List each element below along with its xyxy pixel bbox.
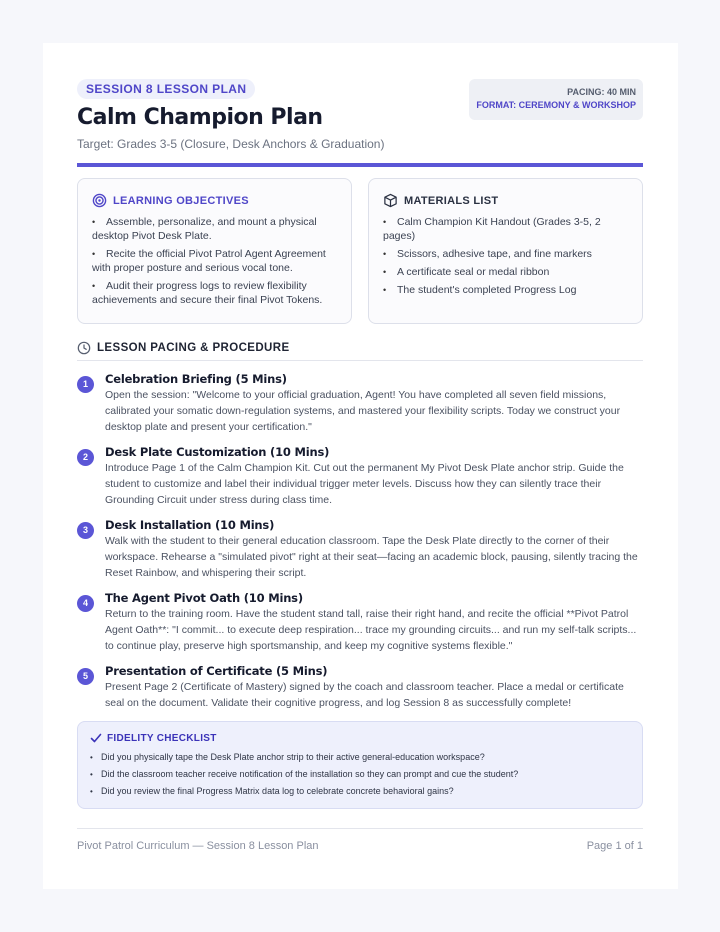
list-item: • The student's completed Progress Log <box>383 284 577 296</box>
procedure-title: LESSON PACING & PROCEDURE <box>97 342 290 354</box>
header-divider <box>77 163 643 167</box>
checklist-title: FIDELITY CHECKLIST <box>107 732 217 744</box>
checklist-items <box>90 749 630 800</box>
step-number-badge: 1 <box>77 376 94 393</box>
list-item: • A certificate seal or medal ribbon <box>383 266 550 278</box>
list-item: • Assemble, personalize, and mount a physical desktop Pivot Desk Plate. <box>92 216 317 242</box>
objectives-list <box>92 215 337 307</box>
list-item: • Scissors, adhesive tape, and fine markers <box>383 248 592 260</box>
procedure-step <box>77 517 643 581</box>
clock-icon <box>77 341 91 355</box>
fidelity-checklist <box>77 721 643 809</box>
list-item: • Calm Champion Kit Handout (Grades 3-5, 2 pages) <box>383 216 601 242</box>
step-body: Present Page 2 (Certificate of Mastery) signed by the coach and classroom teacher. Place a medal or certificate seal on the document. Validate their cognitive progress, and log Session 8 as successfully complete! <box>105 681 624 709</box>
step-number-badge: 5 <box>77 668 94 685</box>
material-text: Scissors, adhesive tape, and fine markers <box>397 248 592 260</box>
objective-text: Audit their progress logs to review flexibility achievements and secure their final Pivot Tokens. <box>92 280 323 306</box>
session-badge: SESSION 8 LESSON PLAN <box>77 79 255 99</box>
procedure-step <box>77 444 643 508</box>
materials-list <box>383 215 628 297</box>
checklist-header <box>90 732 630 744</box>
page-subtitle: Target: Grades 3-5 (Closure, Desk Anchors & Graduation) <box>77 137 385 151</box>
format-label: FORMAT: CEREMONY & WORKSHOP <box>476 100 636 110</box>
step-title: Celebration Briefing (5 Mins) <box>105 372 287 386</box>
materials-header <box>383 193 628 208</box>
step-number-badge: 2 <box>77 449 94 466</box>
checklist-text: Did you review the final Progress Matrix data log to celebrate concrete behavioral gains? <box>101 786 454 796</box>
footer-left: Pivot Patrol Curriculum — Session 8 Lesson Plan <box>77 840 319 852</box>
target-icon <box>92 193 107 208</box>
procedure-step <box>77 371 643 435</box>
step-body: Return to the training room. Have the student stand tall, raise their right hand, and recite the official **Pivot Patrol Agent Oath**: "I commit... to execute deep respiration... trace my grounding circuits... and run my self-talk scripts... to continue play, preserve high sportsmanship, and keep my cognitive systems flexible." <box>105 608 637 652</box>
step-number-badge: 4 <box>77 595 94 612</box>
box-icon <box>383 193 398 208</box>
material-text: Calm Champion Kit Handout (Grades 3-5, 2 pages) <box>383 216 601 242</box>
checklist-text: Did you physically tape the Desk Plate anchor strip to their active general-education workspace? <box>101 752 485 762</box>
page-header <box>77 79 643 163</box>
meta-box <box>469 79 643 120</box>
list-item: • Audit their progress logs to review flexibility achievements and secure their final Pivot Tokens. <box>92 280 323 306</box>
list-item: • Did you review the final Progress Matrix data log to celebrate concrete behavioral gains? <box>90 786 454 796</box>
procedure-header <box>77 341 643 361</box>
checkmark-icon <box>90 732 102 744</box>
step-body: Open the session: "Welcome to your official graduation, Agent! You have completed all seven field missions, calibrated your somatic down-regulation systems, and mastered your flexibility scripts. Today we construct your desktop plate and present your certification." <box>105 389 621 433</box>
objectives-card <box>77 178 352 324</box>
materials-card <box>368 178 643 324</box>
procedure-steps <box>77 371 643 711</box>
objective-text: Recite the official Pivot Patrol Agent Agreement with proper posture and serious vocal tone. <box>92 248 326 274</box>
page-footer <box>77 828 643 852</box>
procedure-step <box>77 590 643 654</box>
list-item: • Recite the official Pivot Patrol Agent Agreement with proper posture and serious vocal tone. <box>92 248 326 274</box>
page-content <box>77 79 643 809</box>
objectives-title: LEARNING OBJECTIVES <box>113 194 249 207</box>
step-title: Desk Plate Customization (10 Mins) <box>105 445 330 459</box>
step-title: Desk Installation (10 Mins) <box>105 518 275 532</box>
list-item: • Did you physically tape the Desk Plate anchor strip to their active general-education workspace? <box>90 752 485 762</box>
pacing-label: PACING: 40 MIN <box>567 87 636 97</box>
procedure-step <box>77 663 643 711</box>
materials-title: MATERIALS LIST <box>404 194 499 207</box>
info-cards <box>77 178 643 324</box>
objective-text: Assemble, personalize, and mount a physical desktop Pivot Desk Plate. <box>92 216 317 242</box>
step-body: Introduce Page 1 of the Calm Champion Kit. Cut out the permanent My Pivot Desk Plate anchor strip. Guide the student to customize and label their individual trigger meter levels. Discuss how they can silently trace their Grounding Circuit under stress during class time. <box>105 462 624 506</box>
step-number-badge: 3 <box>77 522 94 539</box>
page-title: Calm Champion Plan <box>77 105 323 130</box>
step-title: The Agent Pivot Oath (10 Mins) <box>105 591 303 605</box>
page-number: Page 1 of 1 <box>586 840 643 852</box>
material-text: The student's completed Progress Log <box>397 284 577 296</box>
checklist-text: Did the classroom teacher receive notification of the installation so they can prompt and cue the student? <box>101 769 519 779</box>
step-body: Walk with the student to their general education classroom. Tape the Desk Plate directly to the corner of their workspace. Rehearse a "simulated pivot" right at their seat—facing an academic block, pausing, silently tracing the Reset Rainbow, and whispering their script. <box>105 535 638 579</box>
step-title: Presentation of Certificate (5 Mins) <box>105 664 328 678</box>
list-item: • Did the classroom teacher receive notification of the installation so they can prompt and cue the student? <box>90 769 519 779</box>
material-text: A certificate seal or medal ribbon <box>397 266 550 278</box>
lesson-plan-page <box>43 43 678 889</box>
objectives-header <box>92 193 337 208</box>
